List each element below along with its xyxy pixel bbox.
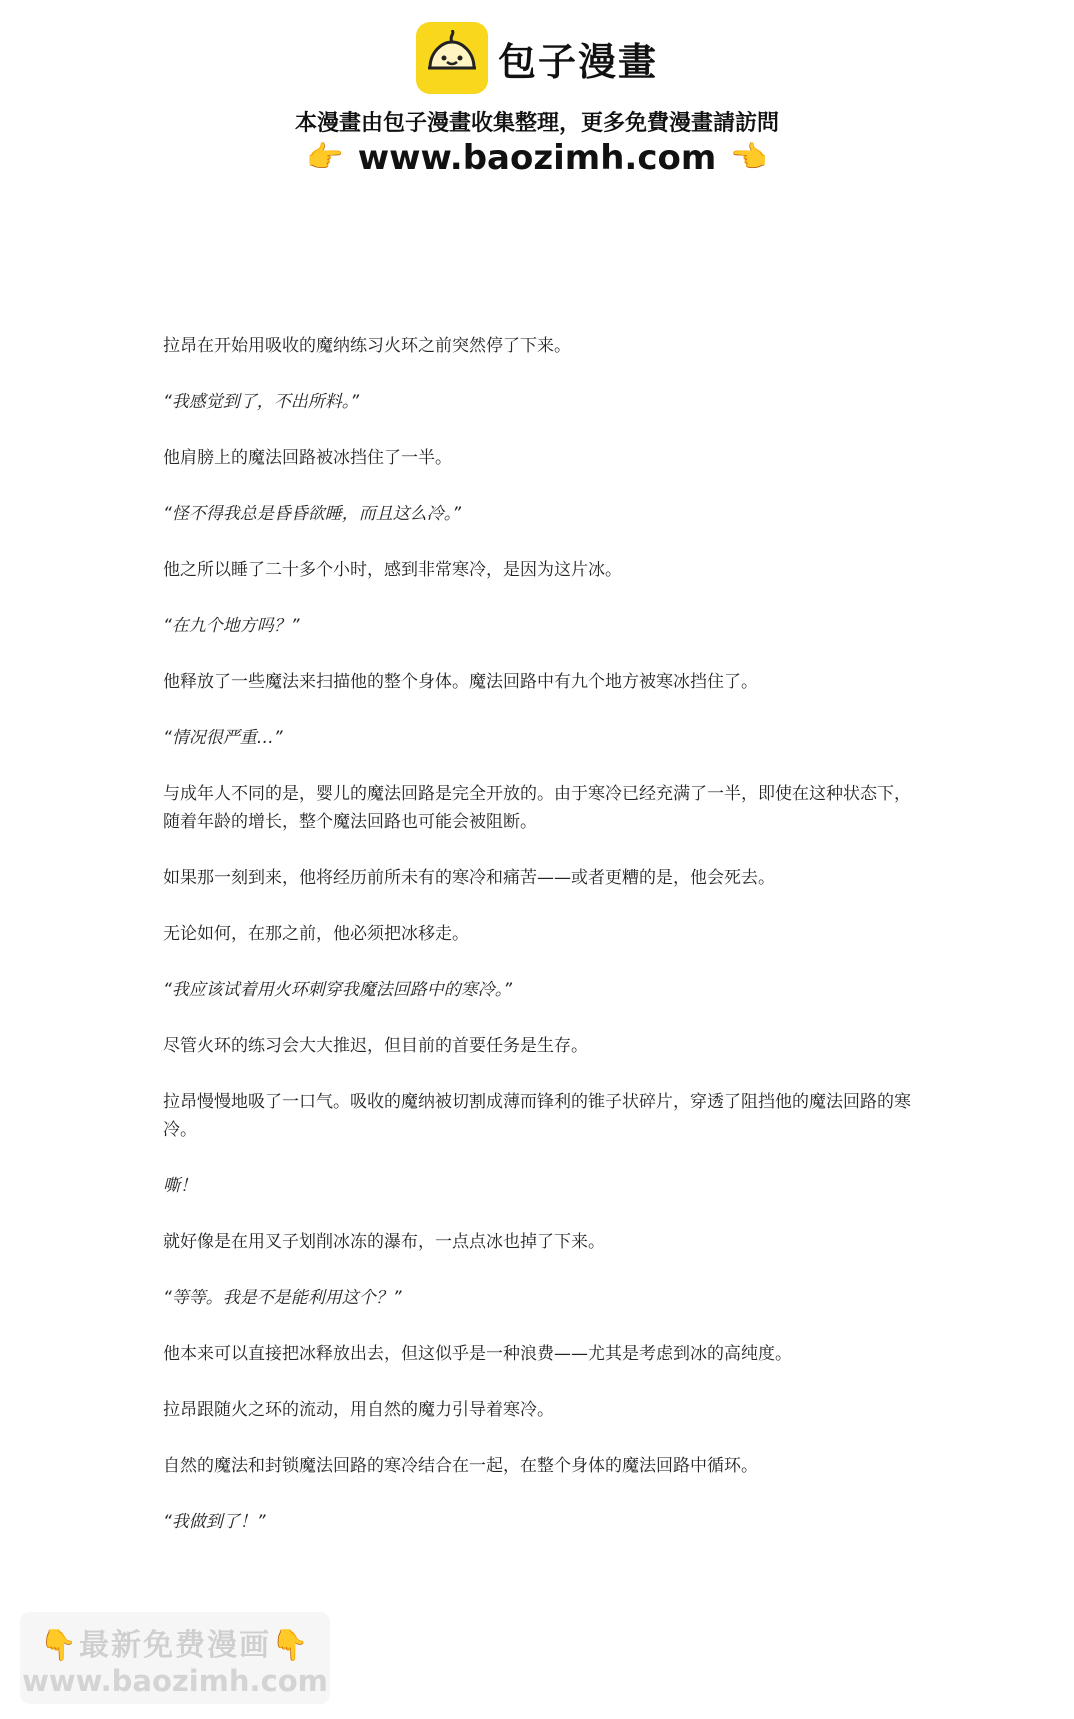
paragraph: 拉昂慢慢地吸了一口气。吸收的魔纳被切割成薄而锋利的锥子状碎片，穿透了阻挡他的魔法回路的寒冷。 bbox=[163, 1092, 911, 1140]
bun-logo-icon bbox=[416, 22, 488, 94]
dialogue-paragraph: “怪不得我总是昏昏欲睡，而且这么冷。” bbox=[163, 504, 462, 524]
watermark-url: www.baozimh.com bbox=[22, 1664, 328, 1698]
pointing-left-hand-icon: 👈 bbox=[730, 140, 768, 175]
paragraph: 他本来可以直接把冰释放出去，但这似乎是一种浪费——尤其是考虑到冰的高纯度。 bbox=[163, 1344, 792, 1364]
sound-effect-paragraph: 嘶！ bbox=[163, 1176, 197, 1196]
dialogue-paragraph: “我感觉到了，不出所料。” bbox=[163, 392, 360, 412]
watermark-title: 最新免费漫画 bbox=[79, 1628, 271, 1663]
logo-row[interactable] bbox=[0, 22, 1074, 94]
pointing-down-hand-icon: 👇 bbox=[271, 1628, 311, 1663]
site-header bbox=[0, 0, 1074, 200]
paragraph: 与成年人不同的是，婴儿的魔法回路是完全开放的。由于寒冷已经充满了一半，即使在这种状态下，随着年龄的增长，整个魔法回路也可能会被阻断。 bbox=[163, 784, 911, 832]
site-tagline: 本漫畫由包子漫畫收集整理，更多免費漫畫請訪問 bbox=[294, 111, 779, 136]
logo-text: 包子漫畫 bbox=[497, 39, 658, 84]
site-url-row[interactable] bbox=[0, 138, 1074, 178]
dialogue-paragraph: “我做到了！” bbox=[163, 1512, 266, 1532]
paragraph: 自然的魔法和封锁魔法回路的寒冷结合在一起，在整个身体的魔法回路中循环。 bbox=[163, 1456, 758, 1476]
paragraph: 如果那一刻到来，他将经历前所未有的寒冷和痛苦——或者更糟的是，他会死去。 bbox=[163, 868, 775, 888]
paragraph: 拉昂在开始用吸收的魔纳练习火环之前突然停了下来。 bbox=[163, 336, 571, 356]
paragraph: 他之所以睡了二十多个小时，感到非常寒冷，是因为这片冰。 bbox=[163, 560, 622, 580]
paragraph: 就好像是在用叉子划削冰冻的瀑布，一点点冰也掉了下来。 bbox=[163, 1232, 605, 1252]
paragraph: 他肩膀上的魔法回路被冰挡住了一半。 bbox=[163, 448, 452, 468]
paragraph: 无论如何，在那之前，他必须把冰移走。 bbox=[163, 924, 469, 944]
watermark-title-row bbox=[20, 1620, 330, 1664]
site-url-link[interactable]: www.baozimh.com bbox=[357, 138, 717, 178]
paragraph: 尽管火环的练习会大大推迟，但目前的首要任务是生存。 bbox=[163, 1036, 588, 1056]
watermark-badge[interactable] bbox=[20, 1612, 330, 1704]
dialogue-paragraph: “在九个地方吗？” bbox=[163, 616, 300, 636]
paragraph: 他释放了一些魔法来扫描他的整个身体。魔法回路中有九个地方被寒冰挡住了。 bbox=[163, 672, 758, 692]
dialogue-paragraph: “我应该试着用火环刺穿我魔法回路中的寒冷。” bbox=[163, 980, 513, 1000]
dialogue-paragraph: “情况很严重…” bbox=[163, 728, 283, 748]
dialogue-paragraph: “等等。我是不是能利用这个？” bbox=[163, 1288, 402, 1308]
pointing-right-hand-icon: 👉 bbox=[306, 140, 344, 175]
pointing-down-hand-icon: 👇 bbox=[39, 1628, 79, 1663]
chapter-text bbox=[163, 332, 923, 1564]
paragraph: 拉昂跟随火之环的流动，用自然的魔力引导着寒冷。 bbox=[163, 1400, 554, 1420]
